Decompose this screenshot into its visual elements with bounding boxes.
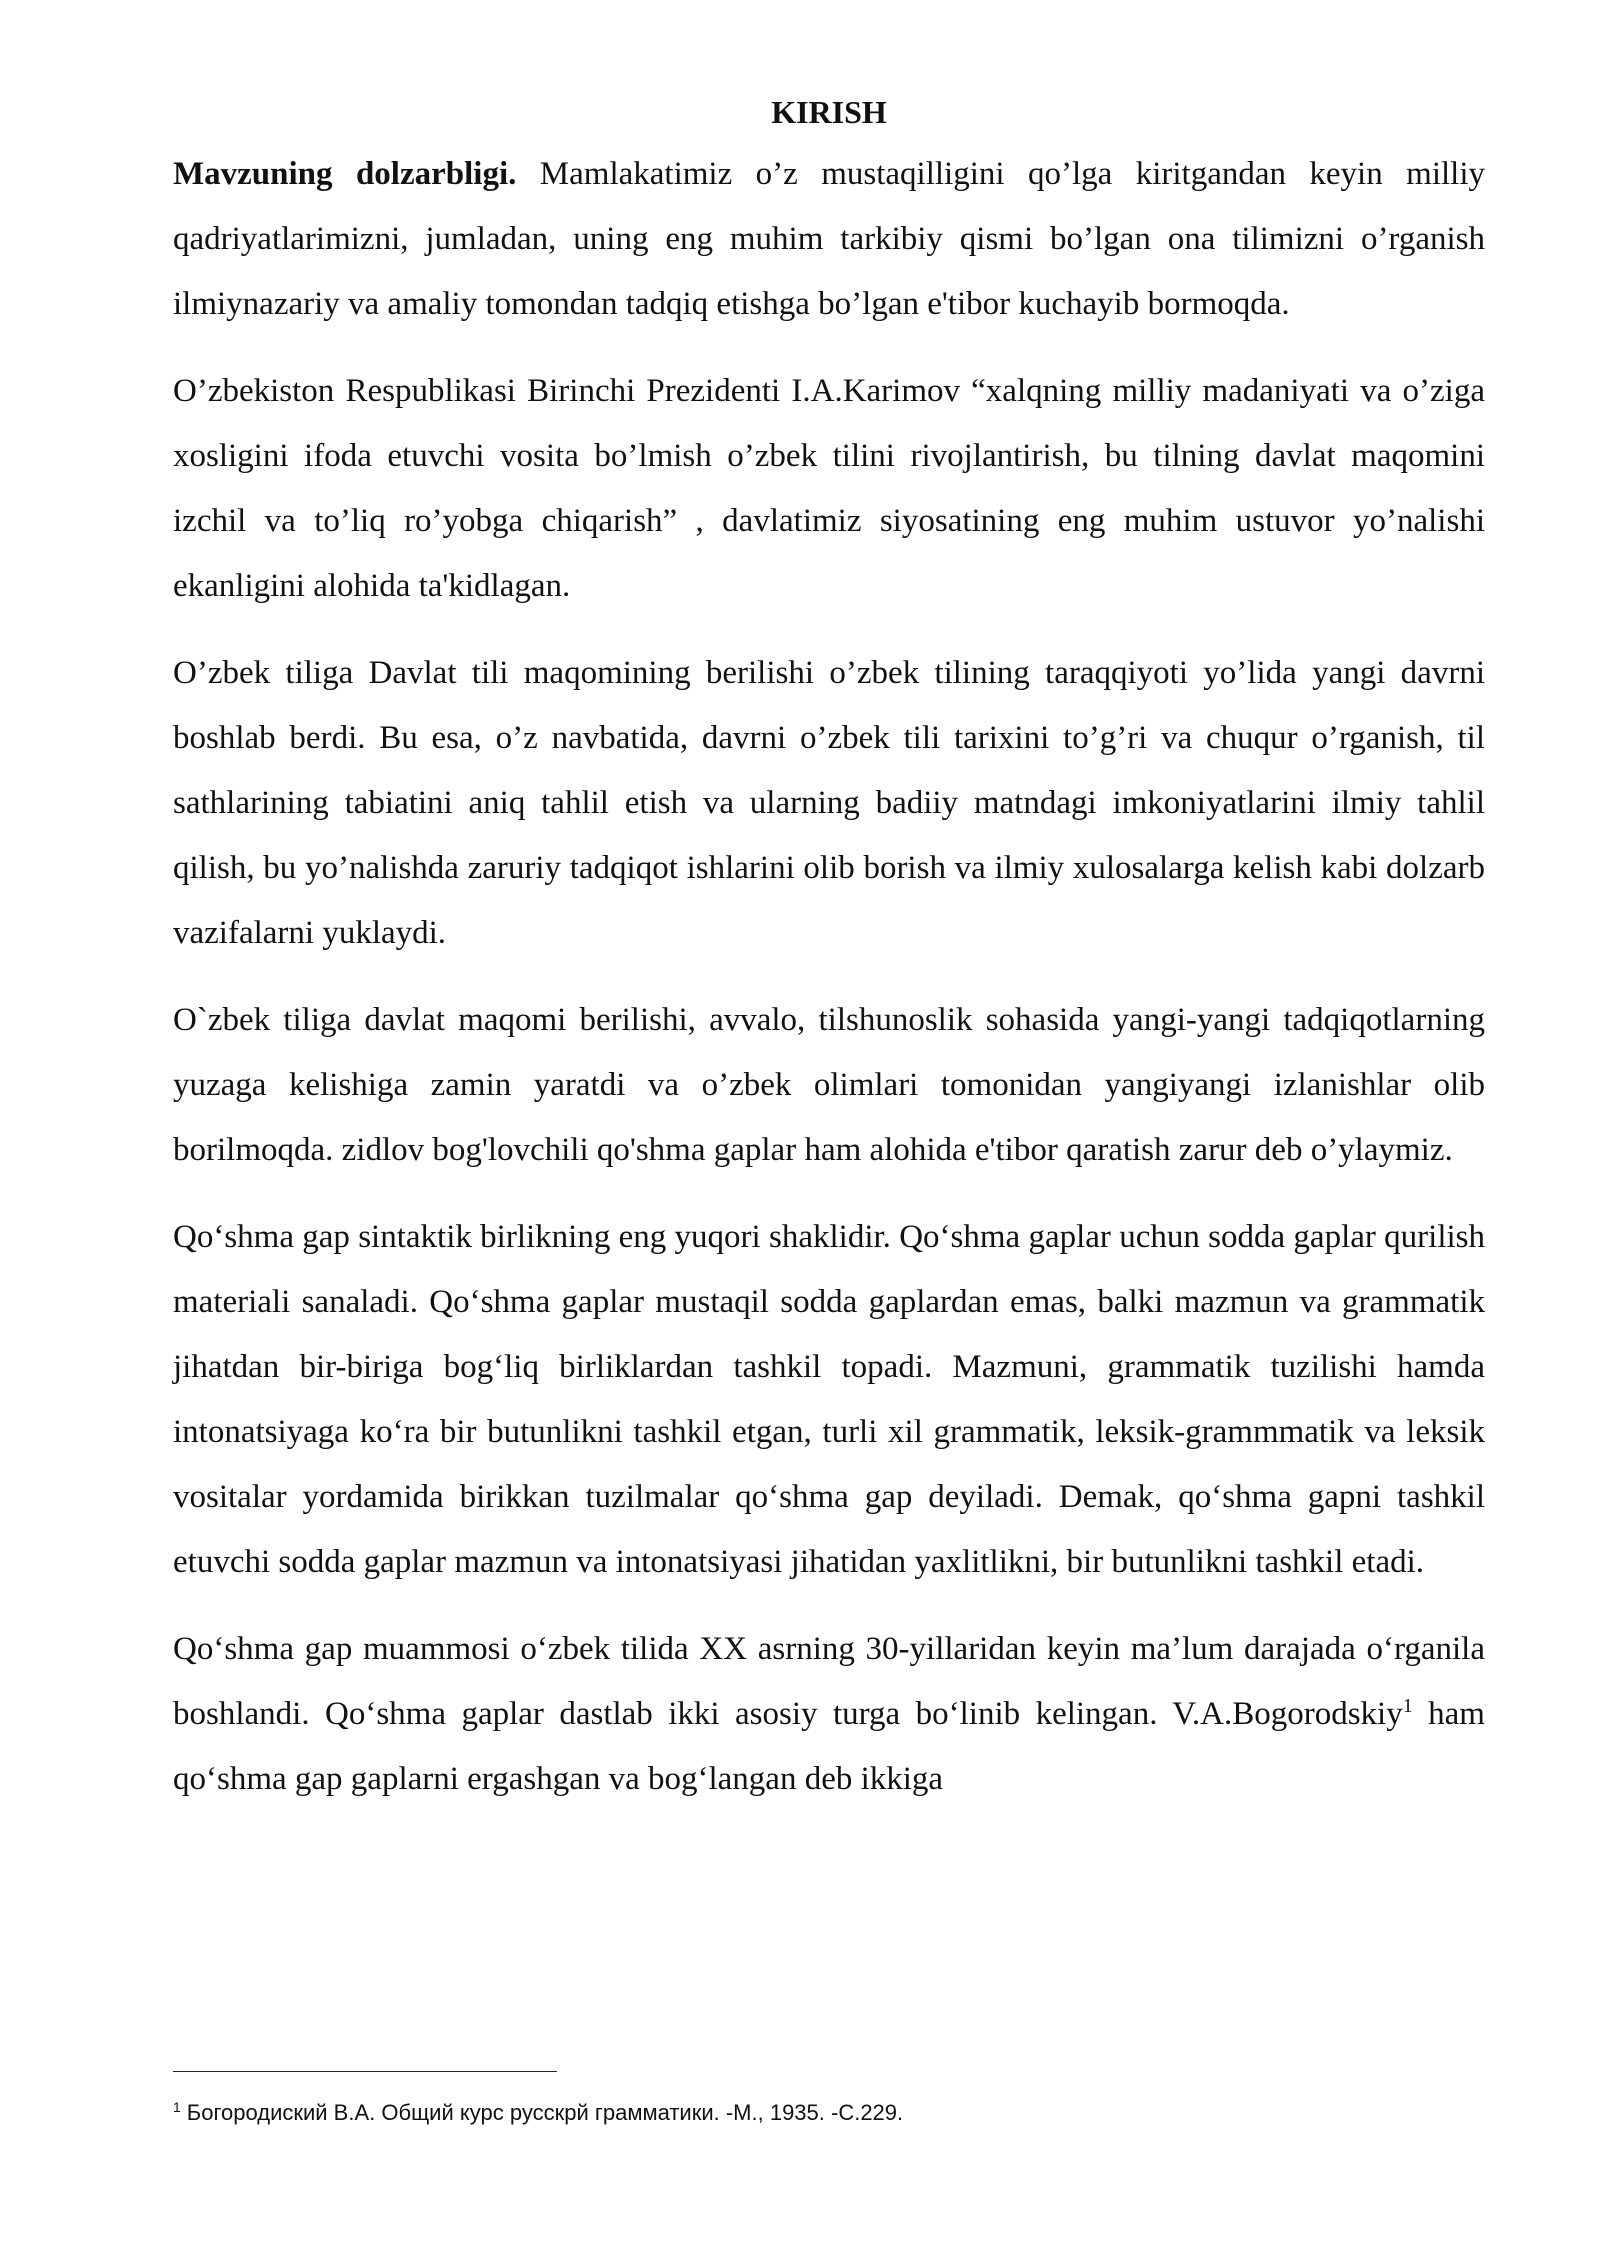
footnote-marker: 1 bbox=[173, 2099, 181, 2115]
page-title: KIRISH bbox=[771, 94, 887, 130]
footnote-text: Богородиский В.А. Общий курс русскрй грамматики. -М., 1935. -С.229. bbox=[186, 2100, 904, 2125]
paragraph-5: Qo‘shma gap sintaktik birlikning eng yuqori shaklidir. Qo‘shma gaplar uchun sodda gaplar qurilish materiali sanaladi. Qo‘shma gaplar mustaqil sodda gaplardan emas, balki mazmun va grammatik jihatdan bir-biriga bog‘liq birliklardan tashkil topadi. Mazmuni, grammatik tuzilishi hamda intonatsiyaga ko‘ra bir butunlikni tashkil etgan, turli xil grammatik, leksik-grammmatik va leksik vositalar yordamida birikkan tuzilmalar qo‘shma gap deyiladi. Demak, qo‘shma gapni tashkil etuvchi sodda gaplar mazmun va intonatsiyasi jihatidan yaxlitlikni, bir butunlikni tashkil etadi. bbox=[173, 1219, 1485, 1580]
paragraph-6 bbox=[173, 1617, 1485, 1812]
footnote bbox=[173, 2098, 1485, 2128]
footnote-reference: 1 bbox=[1402, 1695, 1413, 1717]
paragraph-lead: Mavzuning dolzarbligi. bbox=[173, 156, 517, 192]
paragraph-2: O’zbekiston Respublikasi Birinchi Prezidenti I.A.Karimov “xalqning milliy madaniyati va o’ziga xosligini ifoda etuvchi vosita bo’lmish o’zbek tilini rivojlantirish, bu tilning davlat maqomini izchil va to’liq ro’yobga chiqarish” , davlatimiz siyosatining eng muhim ustuvor yo’nalishi ekanligini alohida ta'kidlagan. bbox=[173, 373, 1485, 604]
paragraph-3: O’zbek tiliga Davlat tili maqomining berilishi o’zbek tilining taraqqiyoti yo’lida yangi davrni boshlab berdi. Bu esa, o’z navbatida, davrni o’zbek tili tarixini to’g’ri va chuqur o’rganish, til sathlarining tabiatini aniq tahlil etish va ularning badiiy matndagi imkoniyatlarini ilmiy tahlil qilish, bu yo’nalishda zaruriy tadqiqot ishlarini olib borish va ilmiy xulosalarga kelish kabi dolzarb vazifalarni yuklaydi. bbox=[173, 655, 1485, 951]
paragraph-text: ham qo‘shma gap gaplarni ergashgan va bog‘langan deb ikkiga bbox=[173, 1696, 1485, 1797]
paragraph-text: Qo‘shma gap muammosi o‘zbek tilida XX asrning 30-yillaridan keyin ma’lum darajada o‘rganila boshlandi. Qo‘shma gaplar dastlab ikki asosiy turga bo‘linib kelingan. V.A.Bogorodskiy bbox=[173, 1631, 1485, 1732]
paragraph-relevance bbox=[173, 142, 1485, 337]
page-content bbox=[173, 92, 1485, 1834]
paragraph-4: O`zbek tiliga davlat maqomi berilishi, avvalo, tilshunoslik sohasida yangi-yangi tadqiqotlarning yuzaga kelishiga zamin yaratdi va o’zbek olimlari tomonidan yangiyangi izlanishlar olib borilmoqda. zidlov bog'lovchili qo'shma gaplar ham alohida e'tibor qaratish zarur deb o’ylaymiz. bbox=[173, 1002, 1485, 1168]
footnote-separator bbox=[173, 2071, 557, 2072]
paragraph-text: Mamlakatimiz o’z mustaqilligini qo’lga kiritgandan keyin milliy qadriyatlarimizni, jumladan, uning eng muhim tarkibiy qismi bo’lgan ona tilimizni o’rganish ilmiynazariy va amaliy tomondan tadqiq etishga bo’lgan e'tibor kuchayib bormoqda. bbox=[173, 156, 1485, 322]
